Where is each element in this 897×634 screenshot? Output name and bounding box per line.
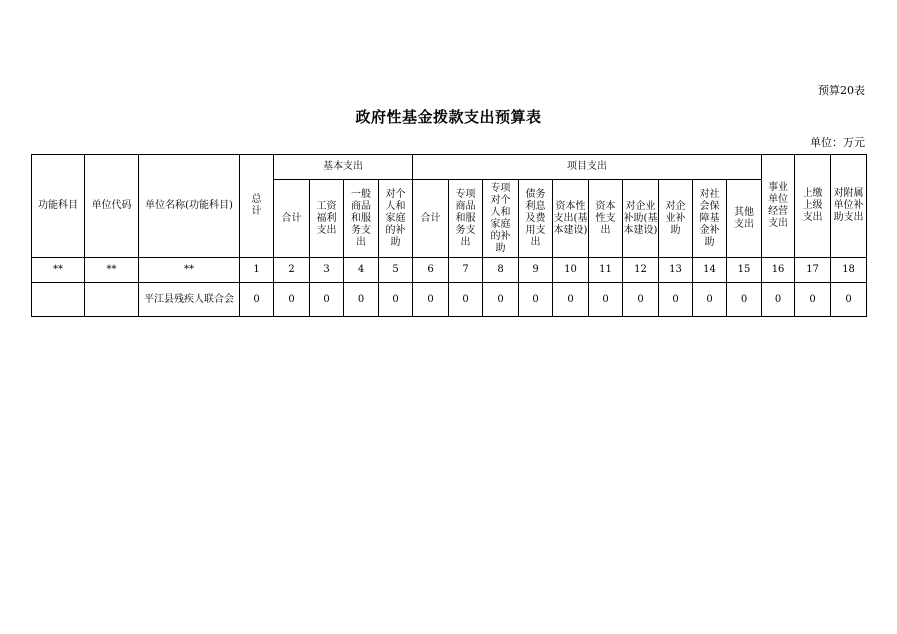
header-project-total: 合计 bbox=[413, 180, 449, 258]
header-business-unit bbox=[762, 155, 795, 258]
header-project-other-text: 其他支出 bbox=[734, 206, 755, 230]
header-project-debt-text: 债务利息及费用支出 bbox=[525, 188, 546, 248]
data-value-12: 0 bbox=[623, 283, 659, 317]
header-affiliated-subsidy-text: 对附属单位补助支出 bbox=[833, 188, 864, 223]
data-unit-name: 平江县残疾人联合会 bbox=[139, 283, 240, 317]
header-project-capital-construction bbox=[553, 180, 589, 258]
data-value-7: 0 bbox=[449, 283, 483, 317]
index-num-17: 17 bbox=[795, 258, 831, 283]
index-num-18: 18 bbox=[831, 258, 867, 283]
budget-table bbox=[31, 154, 867, 317]
header-total bbox=[240, 155, 274, 258]
data-value-1: 0 bbox=[240, 283, 274, 317]
data-value-16: 0 bbox=[762, 283, 795, 317]
header-basic-goods bbox=[344, 180, 379, 258]
header-upper-payment-text: 上缴上级支出 bbox=[802, 188, 823, 223]
header-project-enterprise bbox=[659, 180, 693, 258]
data-value-17: 0 bbox=[795, 283, 831, 317]
data-value-6: 0 bbox=[413, 283, 449, 317]
header-project-debt bbox=[519, 180, 553, 258]
header-project-enterprise-construction bbox=[623, 180, 659, 258]
header-basic-personal-text: 对个人和家庭的补助 bbox=[385, 188, 406, 248]
header-upper-payment bbox=[795, 155, 831, 258]
table-row bbox=[32, 283, 867, 317]
header-business-unit-text: 事业单位经营支出 bbox=[768, 182, 789, 229]
data-value-18: 0 bbox=[831, 283, 867, 317]
header-unit-code: 单位代码 bbox=[85, 155, 139, 258]
data-value-15: 0 bbox=[727, 283, 762, 317]
index-unit-name: ** bbox=[139, 258, 240, 283]
header-project-capital-text: 资本性支出 bbox=[595, 200, 616, 236]
index-num-6: 6 bbox=[413, 258, 449, 283]
header-project-social-security bbox=[693, 180, 727, 258]
index-num-12: 12 bbox=[623, 258, 659, 283]
header-basic-salary bbox=[310, 180, 344, 258]
header-unit-name: 单位名称(功能科目) bbox=[139, 155, 240, 258]
header-project-other bbox=[727, 180, 762, 258]
header-project-capital-construction-text: 资本性支出(基本建设) bbox=[553, 200, 588, 236]
header-project-enterprise-construction-text: 对企业补助(基本建设) bbox=[623, 200, 658, 236]
index-num-15: 15 bbox=[727, 258, 762, 283]
header-affiliated-subsidy bbox=[831, 155, 867, 258]
header-project-enterprise-text: 对企业补助 bbox=[665, 200, 686, 236]
index-num-9: 9 bbox=[519, 258, 553, 283]
data-value-14: 0 bbox=[693, 283, 727, 317]
index-num-16: 16 bbox=[762, 258, 795, 283]
index-num-11: 11 bbox=[589, 258, 623, 283]
data-value-11: 0 bbox=[589, 283, 623, 317]
index-row bbox=[32, 258, 867, 283]
data-value-2: 0 bbox=[274, 283, 310, 317]
index-num-14: 14 bbox=[693, 258, 727, 283]
header-project-goods bbox=[449, 180, 483, 258]
index-num-8: 8 bbox=[483, 258, 519, 283]
header-func-subject: 功能科目 bbox=[32, 155, 85, 258]
header-project-capital bbox=[589, 180, 623, 258]
index-num-7: 7 bbox=[449, 258, 483, 283]
header-basic-total: 合计 bbox=[274, 180, 310, 258]
header-project-group: 项目支出 bbox=[413, 155, 762, 180]
form-number: 预算20表 bbox=[818, 84, 865, 97]
header-project-goods-text: 专项商品和服务支出 bbox=[455, 188, 476, 248]
data-value-10: 0 bbox=[553, 283, 589, 317]
data-value-13: 0 bbox=[659, 283, 693, 317]
header-total-text: 总计 bbox=[251, 194, 262, 217]
data-unit-code bbox=[85, 283, 139, 317]
index-num-1: 1 bbox=[240, 258, 274, 283]
header-basic-goods-text: 一般商品和服务支出 bbox=[351, 188, 371, 248]
data-value-8: 0 bbox=[483, 283, 519, 317]
data-value-4: 0 bbox=[344, 283, 379, 317]
index-num-4: 4 bbox=[344, 258, 379, 283]
index-num-3: 3 bbox=[310, 258, 344, 283]
unit-label: 单位：万元 bbox=[810, 136, 865, 149]
data-value-5: 0 bbox=[379, 283, 413, 317]
header-project-social-security-text: 对社会保障基金补助 bbox=[699, 188, 720, 248]
data-value-9: 0 bbox=[519, 283, 553, 317]
header-basic-salary-text: 工资福利支出 bbox=[316, 200, 337, 236]
header-project-personal bbox=[483, 180, 519, 258]
header-basic-personal bbox=[379, 180, 413, 258]
header-project-personal-text: 专项对个人和家庭的补助 bbox=[490, 182, 511, 254]
data-value-3: 0 bbox=[310, 283, 344, 317]
header-basic-group: 基本支出 bbox=[274, 155, 413, 180]
index-num-10: 10 bbox=[553, 258, 589, 283]
page-title: 政府性基金拨款支出预算表 bbox=[355, 108, 542, 126]
index-num-13: 13 bbox=[659, 258, 693, 283]
index-num-2: 2 bbox=[274, 258, 310, 283]
index-func-subject: ** bbox=[32, 258, 85, 283]
index-num-5: 5 bbox=[379, 258, 413, 283]
index-unit-code: ** bbox=[85, 258, 139, 283]
header-row-1 bbox=[32, 155, 867, 180]
data-func-subject bbox=[32, 283, 85, 317]
